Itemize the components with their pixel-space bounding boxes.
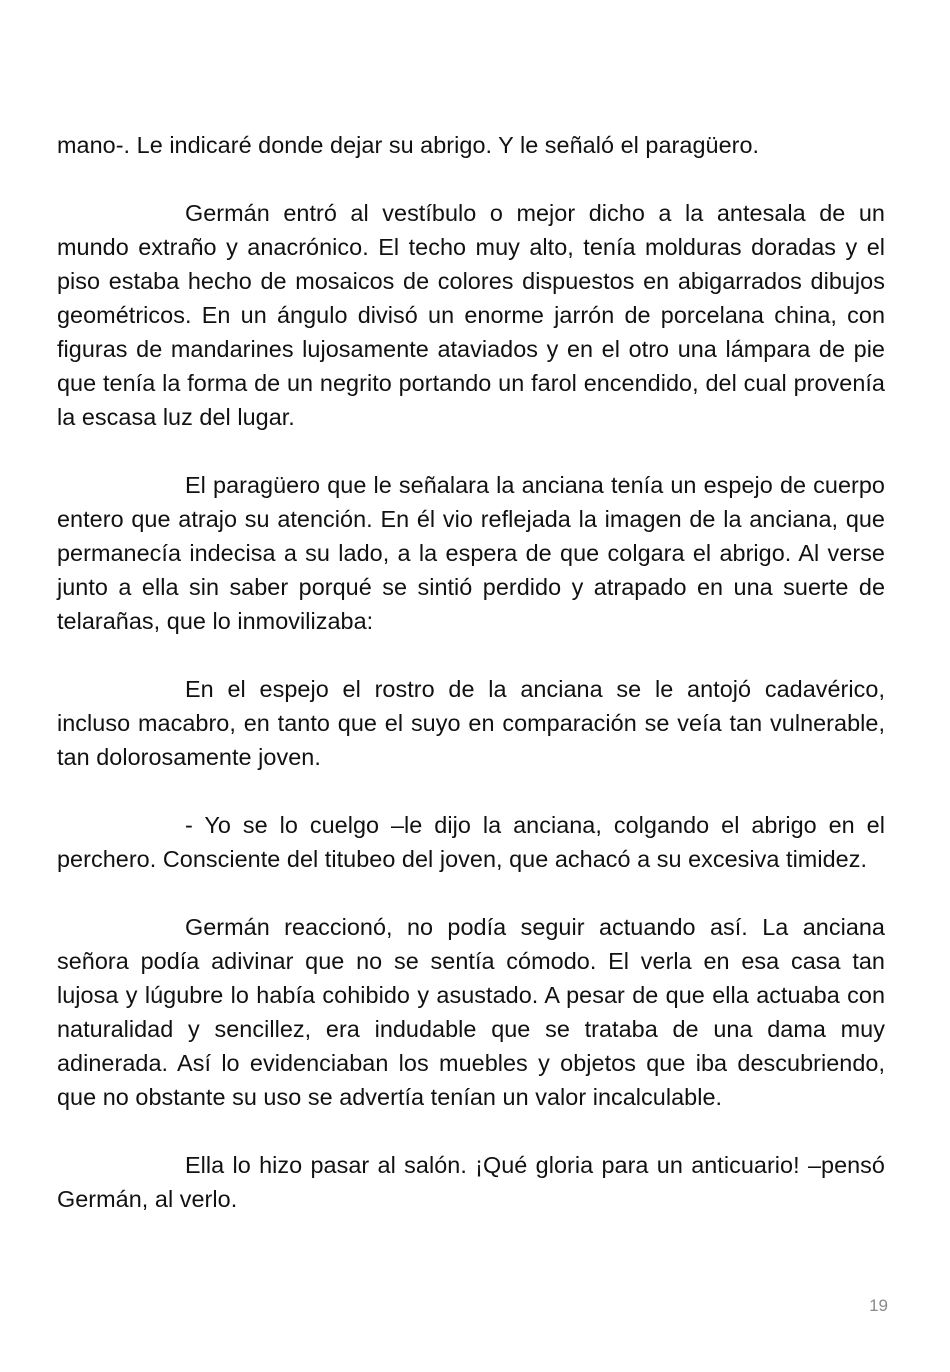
page-number: 19	[869, 1296, 888, 1315]
paragraph-6: Germán reaccionó, no podía seguir actuando así. La anciana señora podía adivinar que no se sentía cómodo. El verla en esa casa tan lujosa y lúgubre lo había cohibido y asustado. A pesar de que ella actuaba con naturalidad y sencillez, era indudable que se trataba de una dama muy adinerada. Así lo evidenciaban los muebles y objetos que iba descubriendo, que no obstante su uso se advertía tenían un valor incalculable.	[57, 914, 885, 1110]
paragraph-2: Germán entró al vestíbulo o mejor dicho a la antesala de un mundo extraño y anacrónico. El techo muy alto, tenía molduras doradas y el piso estaba hecho de mosaicos de colores dispuestos en abigarrados dibujos geométricos. En un ángulo divisó un enorme jarrón de porcelana china, con figuras de mandarines lujosamente ataviados y en el otro una lámpara de pie que tenía la forma de un negrito portando un farol encendido, del cual provenía la escasa luz del lugar.	[57, 200, 885, 430]
paragraph-3: El paragüero que le señalara la anciana tenía un espejo de cuerpo entero que atrajo su atención. En él vio reflejada la imagen de la anciana, que permanecía indecisa a su lado, a la espera de que colgara el abrigo. Al verse junto a ella sin saber porqué se sintió perdido y atrapado en una suerte de telarañas, que lo inmovilizaba:	[57, 472, 885, 634]
paragraph-5: - Yo se lo cuelgo –le dijo la anciana, colgando el abrigo en el perchero. Consciente del titubeo del joven, que achacó a su excesiva timidez.	[57, 812, 885, 872]
paragraph-7: Ella lo hizo pasar al salón. ¡Qué gloria para un anticuario! –pensó Germán, al verlo.	[57, 1152, 885, 1212]
document-body	[57, 128, 885, 1250]
paragraph-1: mano-. Le indicaré donde dejar su abrigo. Y le señaló el paragüero.	[57, 132, 760, 158]
paragraph-4: En el espejo el rostro de la anciana se le antojó cadavérico, incluso macabro, en tanto que el suyo en comparación se veía tan vulnerable, tan dolorosamente joven.	[57, 676, 885, 770]
